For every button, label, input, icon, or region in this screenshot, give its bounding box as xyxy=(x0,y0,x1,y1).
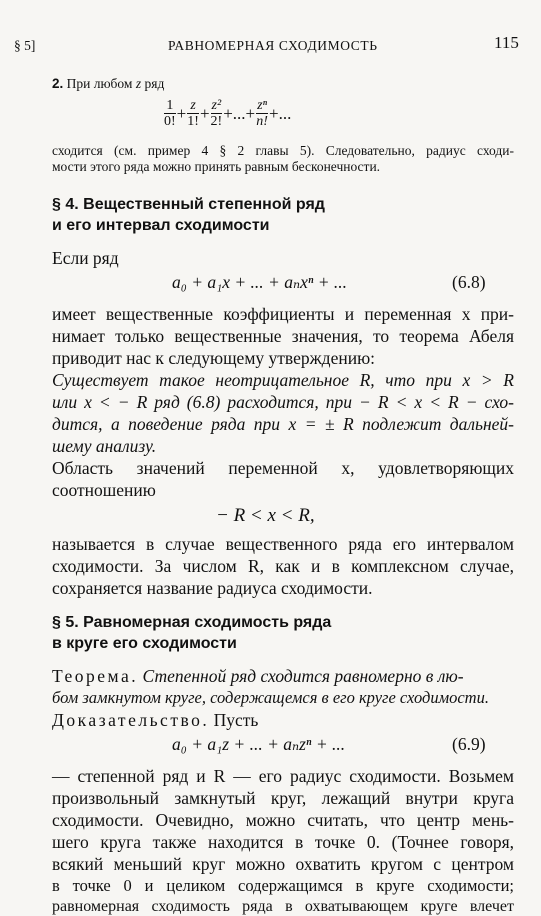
section5-formula: a₀ + a₁z + ... + aₙzⁿ + ... xyxy=(172,734,346,754)
series-term-1: $\frac{1}{0!}$ xyxy=(164,98,176,129)
item2-line2: мости этого ряда можно принять равным бесконечности. xyxy=(52,159,381,174)
section4-statement-line4: шему анализу. xyxy=(52,436,157,456)
section5-p1-line7: равномерная сходимость ряда в охватывающем круге влечет xyxy=(52,898,514,915)
series-tail: +... xyxy=(269,103,292,123)
section4-statement-line2: или x < − R ряд (6.8) расходится, при − R < x < R − схо- xyxy=(52,392,514,412)
section5-heading-line1: § 5. Равномерная сходимость ряда xyxy=(52,614,332,631)
section4-heading-line1: § 4. Вещественный степенной ряд xyxy=(52,196,325,213)
section4-statement-line3: дится, а поведение ряда при x = ± R подлежит дальней- xyxy=(52,414,514,434)
exp-series-formula: $\frac{1}{0!}$ + $\frac{z}{1!}$ + $\frac{\text{z²}}{2!}$ +...+ $\frac{\text{zⁿ}}{n!}$ +... xyxy=(164,98,292,129)
section4-statement-line1: Существует такое неотрицательное R, что при x > R xyxy=(52,370,514,390)
section4-heading-line2: и его интервал сходимости xyxy=(52,217,270,234)
section4-p3-line1: называется в случае вещественного ряда его интервалом xyxy=(52,534,514,554)
item2-label: 2. xyxy=(52,76,64,91)
section5-p1-line1: — степенной ряд и R — его радиус сходимости. Возьмем xyxy=(52,766,514,786)
proof-label: Доказательство. xyxy=(52,710,210,730)
theorem-line1 xyxy=(52,666,514,687)
item2-text: При любом xyxy=(66,76,133,91)
item2-line1: сходится (см. пример 4 § 2 главы 5). Следовательно, радиус сходи- xyxy=(52,143,514,158)
item2-var: z xyxy=(135,76,142,91)
section5-heading-line2: в круге его сходимости xyxy=(52,635,237,652)
page-number: 115 xyxy=(494,33,519,52)
theorem-label: Теорема. xyxy=(52,666,139,686)
theorem-text-line1: Степенной ряд сходится равномерно в лю- xyxy=(142,666,464,686)
theorem-line2: бом замкнутом круге, содержащемся в его круге сходимости. xyxy=(52,688,489,707)
series-term-3: $\frac{\text{z²}}{2!}$ xyxy=(210,98,223,129)
section4-p3-line3: сохраняется название радиуса сходимости. xyxy=(52,578,373,598)
section4-p2-line2: соотношению xyxy=(52,480,156,500)
section5-p1-line3: сходимости. Очевидно, можно считать, что центр мень- xyxy=(52,810,514,830)
section5-formula-number: (6.9) xyxy=(452,734,486,754)
section4-p1-line3: приводит нас к следующему утверждению: xyxy=(52,348,376,368)
item2-text-after: ряд xyxy=(144,76,165,91)
proof-text: Пусть xyxy=(213,710,259,730)
section4-p3-line2: сходимости. За числом R, как и в комплексном случае, xyxy=(52,556,514,576)
section5-p1-line6: в точке 0 и целиком содержащимся в круге сходимости; xyxy=(52,876,514,895)
series-term-2: $\frac{z}{1!}$ xyxy=(187,98,199,129)
section5-p1-line4: шего круга также находится в точке 0. (Точнее говоря, xyxy=(52,832,514,852)
series-dots: +...+ xyxy=(223,103,256,123)
section4-formula: a₀ + a₁x + ... + aₙxⁿ + ... xyxy=(172,272,348,292)
section4-formula-number: (6.8) xyxy=(452,272,486,292)
section4-intro: Если ряд xyxy=(52,248,119,268)
section5-p1-line5: всякий меньший круг можно охватить кругом с центром xyxy=(52,854,514,874)
proof-intro xyxy=(52,710,258,731)
header-section-ref: § 5] xyxy=(14,38,36,53)
item2-intro xyxy=(52,76,164,92)
series-term-n: $\frac{\text{zⁿ}}{n!}$ xyxy=(256,98,268,129)
section5-p1-line2: произвольный замкнутый круг, лежащий внутри круга xyxy=(52,788,514,808)
section4-p2-line1: Область значений переменной x, удовлетворяющих xyxy=(52,458,514,478)
section4-p1-line1: имеет вещественные коэффициенты и переменная x при- xyxy=(52,304,514,324)
section4-interval-formula: − R < x < R, xyxy=(216,505,315,526)
section4-p1-line2: нимает только вещественные значения, то теорема Абеля xyxy=(52,326,514,346)
header-title: РАВНОМЕРНАЯ СХОДИМОСТЬ xyxy=(168,38,378,53)
